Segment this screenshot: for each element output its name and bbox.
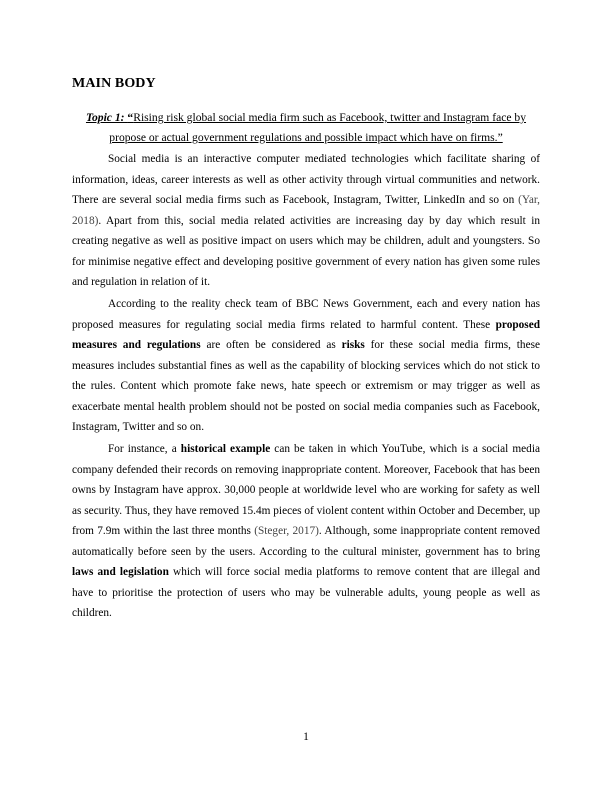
section-heading: MAIN BODY — [72, 76, 156, 91]
citation-steger: (Steger, 2017) — [254, 525, 319, 537]
paragraph-2-text-b: are often be considered as — [200, 339, 342, 351]
paragraph-1 — [72, 149, 540, 293]
page-number: 1 — [303, 731, 309, 743]
paragraph-3-text-d: which will force social media platforms to remove content that are illegal and have to prioritise the protection of users who may be vulnerable adults, young people as well as children. — [72, 566, 540, 619]
bold-proposed-measures: proposed measures and regulations — [72, 318, 540, 351]
topic-text: Rising risk global social media firm such as Facebook, twitter and Instagram face by propose or actual government regulations and possible impact which have on firms.” — [109, 111, 527, 144]
bold-laws-legislation: laws and legislation — [72, 566, 169, 578]
topic-label: Topic 1: — [85, 111, 125, 124]
paragraph-3-text-b: can be taken in which YouTube, which is a social media company defended their records on removing inappropriate content. Moreover, Facebook that has been owns by Instagram have approx. 30,000 people at worldwide level who are working for safety as well as security. Thus, they have removed 15.4m pieces of violent content within October and December, up from 7.9m within the last three months — [72, 443, 540, 537]
topic-open-quote: “ — [127, 111, 134, 124]
paragraph-2-text-a: According to the reality check team of BBC News Government, each and every nation has proposed measures for regulating social media firms related to harmful content. These — [72, 298, 540, 331]
paragraph-3-text-c: . Although, some inappropriate content removed automatically before seen by the users. According to the cultural minister, government has to bring — [72, 525, 540, 558]
paragraph-3-text-a: For instance, a — [108, 443, 181, 455]
paragraph-3 — [72, 439, 540, 624]
topic-line — [72, 108, 540, 148]
paragraph-2 — [72, 294, 540, 438]
paragraph-1-text-a: Social media is an interactive computer mediated technologies which facilitate sharing of information, ideas, career interests as well as other activity through virtual communities and network. There are several social media firms such as Facebook, Instagram, Twitter, LinkedIn and so on — [72, 153, 540, 206]
paragraph-1-text-b: . Apart from this, social media related activities are increasing day by day which result in creating negative as well as positive impact on users which may be children, adult and youngsters. So for minimise negative effect and developing positive government of every nation has given some rules and regulation in relation of it. — [72, 214, 540, 288]
citation-yar: (Yar, 2018) — [72, 194, 540, 227]
bold-historical-example: historical example — [180, 443, 271, 455]
bold-risks: risks — [341, 339, 365, 351]
paragraph-2-text-c: for these social media firms, these measures includes substantial fines as well as the capability of blocking services which do not stick to the rules. Content which promote fake news, hate speech or extremism or may trigger as well as exacerbate mental health problem should not be posted on social media companies such as Facebook, Instagram, Twitter and so on. — [72, 339, 541, 433]
